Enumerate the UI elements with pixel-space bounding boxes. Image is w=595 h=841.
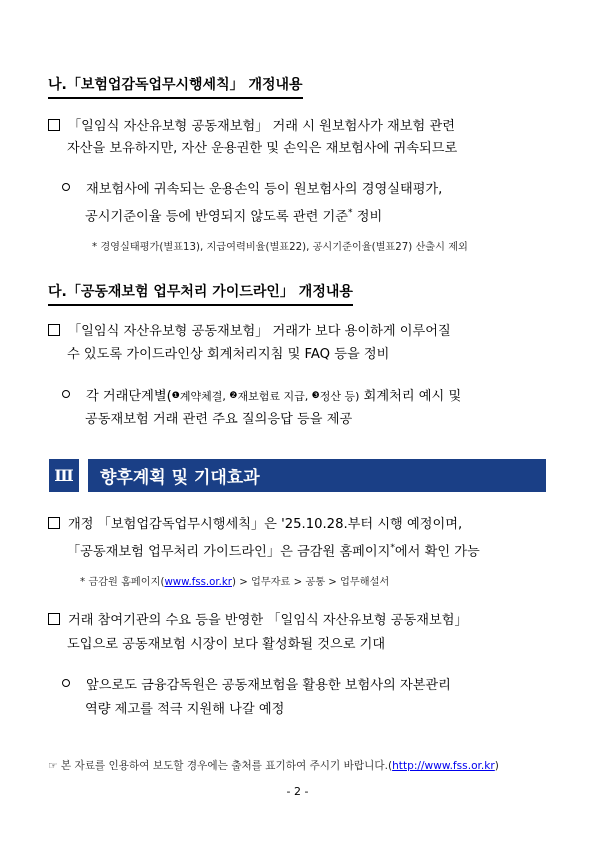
section-heading-na: 나.「보험업감독업무시행세칙」 개정내용 (48, 74, 303, 97)
section-numeral-badge: Ⅲ (49, 459, 79, 492)
square-bullet-icon (48, 324, 60, 336)
section-heading-da: 다.「공동재보험 업무처리 가이드라인」 개정내용 (48, 281, 353, 304)
sub-bullet-item: 재보험사에 귀속되는 운용손익 등이 원보험사의 경영실태평가, (62, 181, 442, 199)
sub-bullet-item-cont: 역량 제고를 적극 지원해 나갈 예정 (85, 702, 285, 717)
circle-bullet-icon (62, 183, 70, 191)
citation-notice: ☞ 본 자료를 인용하여 보도할 경우에는 출처를 표기하여 주시기 바랍니다.(http://www.fss.or.kr) (48, 760, 499, 772)
page-number: - 2 - (286, 785, 309, 798)
bullet-item-cont: 「공동재보험 업무처리 가이드라인」은 금감원 홈페이지*에서 확인 가능 (67, 543, 480, 560)
footnote: * 금감원 홈페이지(www.fss.or.kr) > 업무자료 > 공통 > 업무해설서 (80, 577, 390, 588)
bullet-item: 거래 참여기관의 수요 등을 반영한 「일임식 자산유보형 공동재보험」 (48, 612, 468, 630)
bullet-item: 개정 「보험업감독업무시행세칙」은 '25.10.28.부터 시행 예정이며, (48, 516, 462, 534)
pointing-hand-icon: ☞ (48, 760, 58, 772)
square-bullet-icon (48, 119, 60, 131)
sub-bullet-item-cont: 공시기준이율 등에 반영되지 않도록 관련 기준* 정비 (85, 208, 383, 225)
square-bullet-icon (48, 613, 60, 625)
section-title-bar (88, 459, 546, 492)
sub-bullet-item-cont: 공동재보험 거래 관련 주요 질의응답 등을 제공 (85, 412, 353, 427)
circle-bullet-icon (62, 679, 70, 687)
sub-bullet-item: 각 거래단계별(❶계약체결, ❷재보험료 지급, ❸정산 등) 회계처리 예시 및 (62, 387, 461, 406)
bullet-item: 「일임식 자산유보형 공동재보험」 거래가 보다 용이하게 이루어질 (48, 323, 451, 341)
bullet-item-cont: 자산을 보유하지만, 자산 운용권한 및 손익은 재보험사에 귀속되므로 (67, 141, 458, 156)
section-title: 향후계획 및 기대효과 (100, 468, 260, 488)
bullet-item: 「일임식 자산유보형 공동재보험」 거래 시 원보험사가 재보험 관련 (48, 118, 455, 136)
bullet-item-cont: 수 있도록 가이드라인상 회계처리지침 및 FAQ 등을 정비 (67, 347, 390, 362)
fss-url-link[interactable]: http://www.fss.or.kr (392, 760, 495, 772)
sub-bullet-item: 앞으로도 금융감독원은 공동재보험을 활용한 보험사의 자본관리 (62, 677, 451, 695)
footnote: * 경영실태평가(별표13), 지급여력비율(별표22), 공시기준이율(별표27) 산출시 제외 (92, 242, 468, 253)
bullet-item-cont: 도입으로 공동재보험 시장이 보다 활성화될 것으로 기대 (67, 637, 386, 652)
heading-underline (48, 97, 303, 99)
square-bullet-icon (48, 517, 60, 529)
fss-homepage-link[interactable]: www.fss.or.kr (164, 577, 232, 588)
heading-underline (48, 304, 353, 306)
circle-bullet-icon (62, 390, 70, 398)
